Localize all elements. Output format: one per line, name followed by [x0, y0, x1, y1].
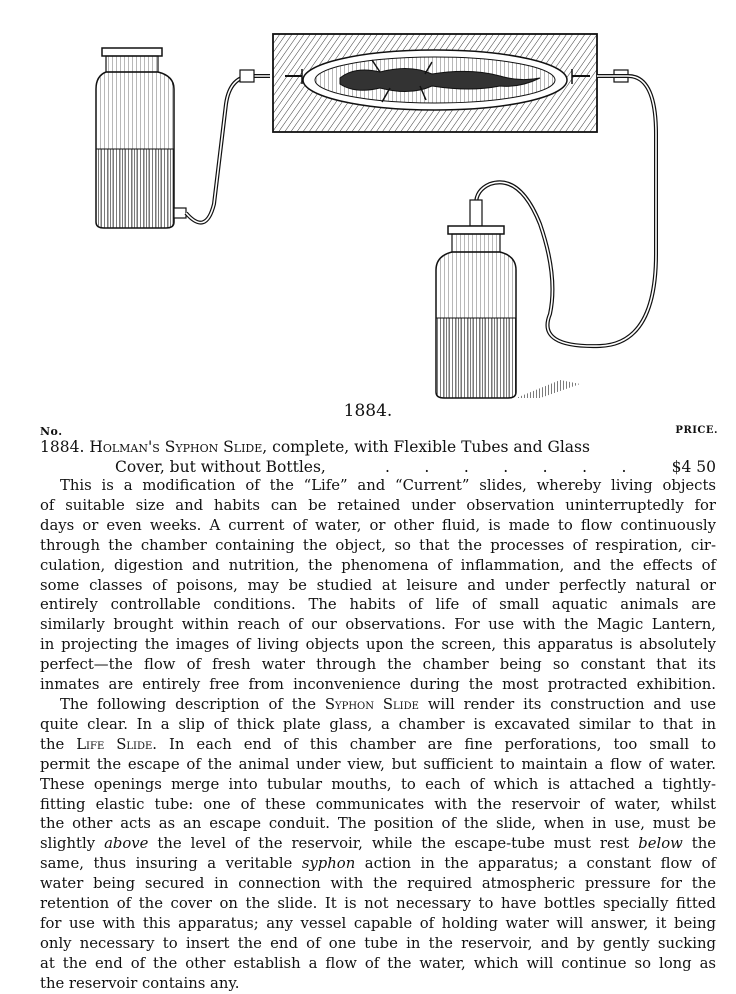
- emphasis-below: below: [638, 835, 683, 853]
- paragraph-2-line: retention of the cover on the slide. It is not necessary to have bottles specially fitted: [40, 895, 716, 913]
- text-run: . In each end of this chamber are fine perforations, too small to: [152, 735, 716, 753]
- description-body: [40, 476, 716, 994]
- paragraph-1-line: perfect—the flow of fresh water through the chamber being so constant that its: [40, 656, 716, 674]
- emphasis-syphon: syphon: [301, 855, 356, 873]
- paragraph-1-line: through the chamber containing the object, so that the processes of respiration, cir-: [40, 536, 716, 554]
- paragraph-2-line: These openings merge into tubular mouths, to each of which is attached a tightly-: [40, 775, 716, 793]
- paragraph-2-line: permit the escape of the animal under view, but sufficient to maintain a flow of water.: [40, 755, 716, 773]
- paragraph-1: [40, 476, 716, 695]
- product-description-cont: Cover, but without Bottles,: [115, 458, 326, 476]
- paragraph-2-line: for use with this apparatus; any vessel capable of holding water will answer, it being: [40, 914, 716, 932]
- paragraph-1-line: days or even weeks. A current of water, or other fluid, is made to flow continuously: [40, 516, 716, 534]
- paragraph-1-line: entirely controllable conditions. The habits of life of small aquatic animals are: [40, 596, 716, 614]
- left-bottle: [96, 48, 186, 228]
- paragraph-2-line: quite clear. In a slip of thick plate glass, a chamber is excavated similar to that in: [40, 715, 716, 733]
- paragraph-1-line: of suitable size and habits can be retained under observation uninterruptedly for: [40, 496, 716, 514]
- syphon-slide-illustration: [80, 14, 680, 404]
- paragraph-2-line: water being secured in connection with the required atmospheric pressure for the: [40, 875, 716, 893]
- paragraph-2-line: the reservoir contains any.: [40, 974, 240, 992]
- number-column-header: No.: [40, 425, 63, 438]
- paragraph-2: [40, 695, 716, 994]
- entry-line-1: [40, 437, 716, 457]
- text-run: the: [40, 735, 77, 753]
- paragraph-2-line: the other acts as an escape conduit. The position of the slide, when in use, must be: [40, 815, 716, 833]
- paragraph-2-line: [40, 834, 716, 854]
- syphon-slide-term: Syphon Slide: [324, 695, 419, 713]
- paragraph-1-line: similarly brought within reach of our observations. For use with the Magic Lantern,: [40, 616, 716, 634]
- paragraph-1-line: inmates are entirely free from inconvenience during the most protracted exhibition.: [40, 676, 716, 694]
- product-description: , complete, with Flexible Tubes and Glass: [262, 438, 590, 456]
- text-run: slightly: [40, 835, 105, 853]
- entry-number: 1884.: [40, 438, 85, 456]
- leader-dots: . . . . . . .: [385, 458, 627, 476]
- glass-slide: [273, 34, 597, 132]
- price-column-header: PRICE.: [675, 425, 718, 436]
- paragraph-1-line: some classes of poisons, may be studied at leisure and under perfectly natural or: [40, 576, 716, 594]
- life-slide-term: Life Slide: [76, 735, 153, 753]
- entry-line-2: [40, 457, 716, 477]
- text-run: The following description of the: [60, 695, 325, 713]
- paragraph-2-line: only necessary to insert the end of one tube in the reservoir, and by gently sucking: [40, 934, 716, 952]
- paragraph-2-line: [40, 695, 716, 715]
- text-run: will render its construction and use: [418, 695, 717, 713]
- paragraph-2-line: fitting elastic tube: one of these communicates with the reservoir of water, whilst: [40, 795, 716, 813]
- paragraph-1-line: in projecting the images of living objects upon the screen, this apparatus is absolutely: [40, 636, 716, 654]
- right-bottle: [436, 200, 580, 398]
- text-run: the: [682, 835, 716, 853]
- text-run: same, thus insuring a veritable: [40, 855, 302, 873]
- catalog-entry: [40, 437, 716, 477]
- figure-number: 1884.: [343, 401, 393, 421]
- paragraph-2-line: [40, 854, 716, 874]
- paragraph-2-line: [40, 735, 716, 755]
- product-price: $4 50: [671, 458, 716, 476]
- emphasis-above: above: [104, 835, 149, 853]
- paragraph-1-line: culation, digestion and nutrition, the phenomena of inflammation, and the effects of: [40, 556, 716, 574]
- text-run: the level of the reservoir, while the escape-tube must rest: [148, 835, 639, 853]
- paragraph-1-line: This is a modification of the “Life” and “Current” slides, whereby living objects: [60, 477, 716, 494]
- product-name: Holman's Syphon Slide: [89, 438, 263, 456]
- left-tube: [186, 76, 270, 223]
- paragraph-2-line: at the end of the other establish a flow of the water, which will continue so long as: [40, 954, 716, 972]
- text-run: action in the apparatus; a constant flow of: [355, 855, 716, 873]
